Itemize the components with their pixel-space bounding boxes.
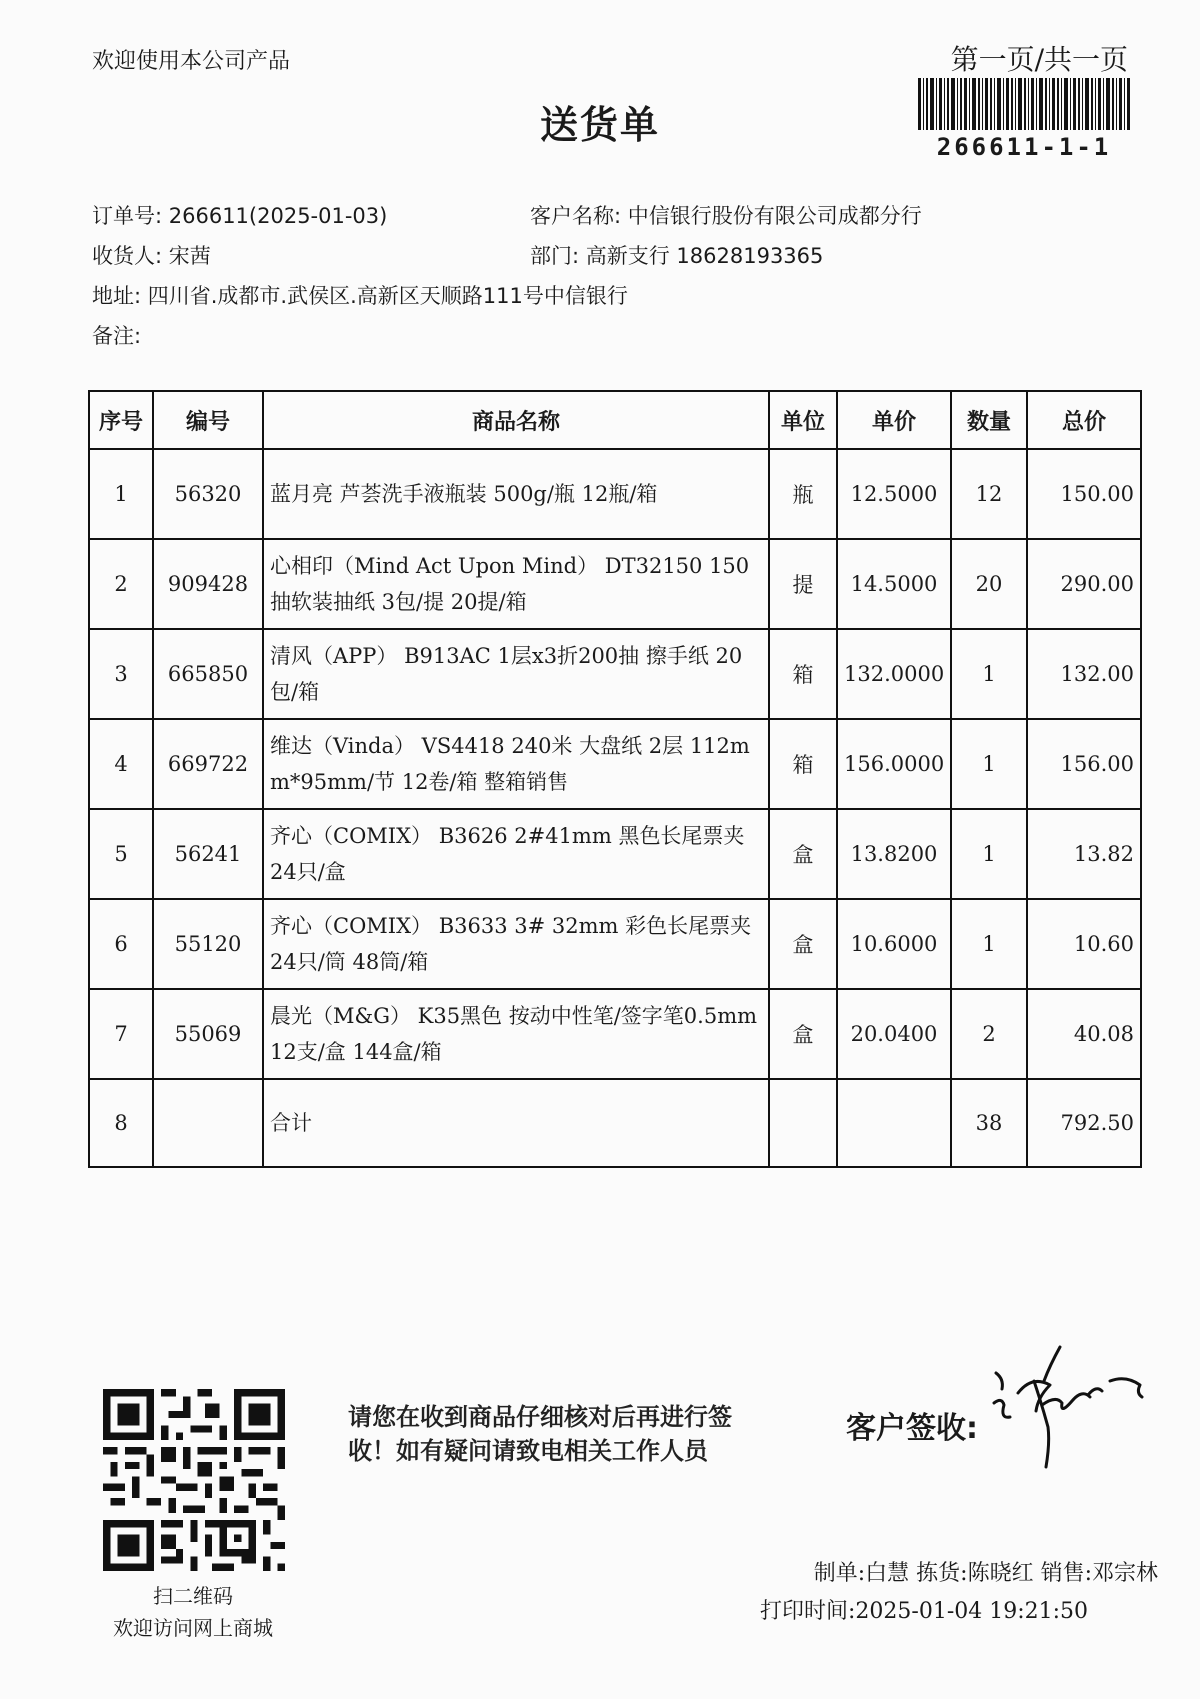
cell-price xyxy=(837,1079,951,1167)
cell-qty: 1 xyxy=(951,809,1027,899)
cell-seq: 3 xyxy=(89,629,153,719)
cell-seq: 8 xyxy=(89,1079,153,1167)
cell-price: 132.0000 xyxy=(837,629,951,719)
customer-name: 客户名称: 中信银行股份有限公司成都分行 xyxy=(530,204,922,228)
cell-total: 13.82 xyxy=(1027,809,1141,899)
qr-code-icon xyxy=(103,1389,285,1571)
table-row xyxy=(89,989,1141,1079)
department: 部门: 高新支行 18628193365 xyxy=(530,244,824,268)
table-header-row xyxy=(89,391,1141,449)
cell-seq: 5 xyxy=(89,809,153,899)
col-header-qty: 数量 xyxy=(951,391,1027,449)
cell-total: 40.08 xyxy=(1027,989,1141,1079)
cell-code: 909428 xyxy=(153,539,263,629)
receiver: 收货人: 宋茜 xyxy=(92,244,211,268)
cell-qty: 1 xyxy=(951,899,1027,989)
total-row xyxy=(89,1079,1141,1167)
cell-name: 清风（APP） B913AC 1层x3折200抽 擦手纸 20包/箱 xyxy=(263,629,769,719)
table-row xyxy=(89,899,1141,989)
order-number: 订单号: 266611(2025-01-03) xyxy=(92,204,388,228)
print-time: 打印时间:2025-01-04 19:21:50 xyxy=(760,1599,1089,1624)
cell-code xyxy=(153,1079,263,1167)
cell-name: 齐心（COMIX） B3633 3# 32mm 彩色长尾票夹 24只/筒 48筒/箱 xyxy=(263,899,769,989)
cell-price: 10.6000 xyxy=(837,899,951,989)
cell-code: 55069 xyxy=(153,989,263,1079)
cell-total: 156.00 xyxy=(1027,719,1141,809)
col-header-total: 总价 xyxy=(1027,391,1141,449)
cell-price: 156.0000 xyxy=(837,719,951,809)
cell-seq: 7 xyxy=(89,989,153,1079)
col-header-price: 单价 xyxy=(837,391,951,449)
col-header-code: 编号 xyxy=(153,391,263,449)
cell-price: 12.5000 xyxy=(837,449,951,539)
cell-unit: 提 xyxy=(769,539,837,629)
cell-price: 20.0400 xyxy=(837,989,951,1079)
cell-name: 齐心（COMIX） B3626 2#41mm 黑色长尾票夹 24只/盒 xyxy=(263,809,769,899)
cell-total: 290.00 xyxy=(1027,539,1141,629)
qr-caption-scan: 扫二维码 xyxy=(153,1584,233,1608)
cell-code: 56320 xyxy=(153,449,263,539)
cell-unit: 瓶 xyxy=(769,449,837,539)
total-label: 合计 xyxy=(263,1079,769,1167)
cell-qty: 20 xyxy=(951,539,1027,629)
welcome-text: 欢迎使用本公司产品 xyxy=(92,49,291,74)
cell-code: 56241 xyxy=(153,809,263,899)
col-header-unit: 单位 xyxy=(769,391,837,449)
qr-caption-mall: 欢迎访问网上商城 xyxy=(113,1616,273,1640)
cell-name: 心相印（Mind Act Upon Mind） DT32150 150抽软装抽纸 3包/提 20提/箱 xyxy=(263,539,769,629)
cell-seq: 4 xyxy=(89,719,153,809)
customer-sign-label: 客户签收: xyxy=(846,1411,978,1446)
cell-total: 150.00 xyxy=(1027,449,1141,539)
page-number: 第一页/共一页 xyxy=(950,43,1128,76)
barcode-number: 266611-1-1 xyxy=(936,133,1112,161)
total-qty: 38 xyxy=(951,1079,1027,1167)
cell-price: 14.5000 xyxy=(837,539,951,629)
cell-code: 669722 xyxy=(153,719,263,809)
signing-notice: 请您在收到商品仔细核对后再进行签收！如有疑问请致电相关工作人员 xyxy=(348,1403,732,1465)
cell-name: 晨光（M&G） K35黑色 按动中性笔/签字笔0.5mm 12支/盒 144盒/箱 xyxy=(263,989,769,1079)
cell-qty: 2 xyxy=(951,989,1027,1079)
cell-code: 55120 xyxy=(153,899,263,989)
cell-qty: 12 xyxy=(951,449,1027,539)
cell-unit: 盒 xyxy=(769,809,837,899)
col-header-name: 商品名称 xyxy=(263,391,769,449)
document-title: 送货单 xyxy=(539,103,660,147)
col-header-seq: 序号 xyxy=(89,391,153,449)
cell-code: 665850 xyxy=(153,629,263,719)
table-row xyxy=(89,539,1141,629)
cell-unit: 盒 xyxy=(769,989,837,1079)
table-row xyxy=(89,809,1141,899)
address: 地址: 四川省.成都市.武侯区.高新区天顺路111号中信银行 xyxy=(92,284,628,308)
cell-total: 10.60 xyxy=(1027,899,1141,989)
table-row xyxy=(89,719,1141,809)
cell-seq: 2 xyxy=(89,539,153,629)
cell-seq: 1 xyxy=(89,449,153,539)
table-row xyxy=(89,449,1141,539)
items-table xyxy=(88,390,1142,1168)
cell-seq: 6 xyxy=(89,899,153,989)
cell-qty: 1 xyxy=(951,629,1027,719)
remark: 备注: xyxy=(92,324,142,348)
table-row xyxy=(89,629,1141,719)
cell-price: 13.8200 xyxy=(837,809,951,899)
total-amount: 792.50 xyxy=(1027,1079,1141,1167)
cell-total: 132.00 xyxy=(1027,629,1141,719)
cell-unit xyxy=(769,1079,837,1167)
handwritten-signature xyxy=(990,1345,1150,1475)
cell-unit: 箱 xyxy=(769,719,837,809)
staff-info: 制单:白慧 拣货:陈晓红 销售:邓宗林 xyxy=(813,1561,1158,1586)
barcode-icon xyxy=(918,78,1130,130)
cell-name: 维达（Vinda） VS4418 240米 大盘纸 2层 112mm*95mm/节 12卷/箱 整箱销售 xyxy=(263,719,769,809)
cell-name: 蓝月亮 芦荟洗手液瓶装 500g/瓶 12瓶/箱 xyxy=(263,449,769,539)
cell-qty: 1 xyxy=(951,719,1027,809)
cell-unit: 箱 xyxy=(769,629,837,719)
cell-unit: 盒 xyxy=(769,899,837,989)
